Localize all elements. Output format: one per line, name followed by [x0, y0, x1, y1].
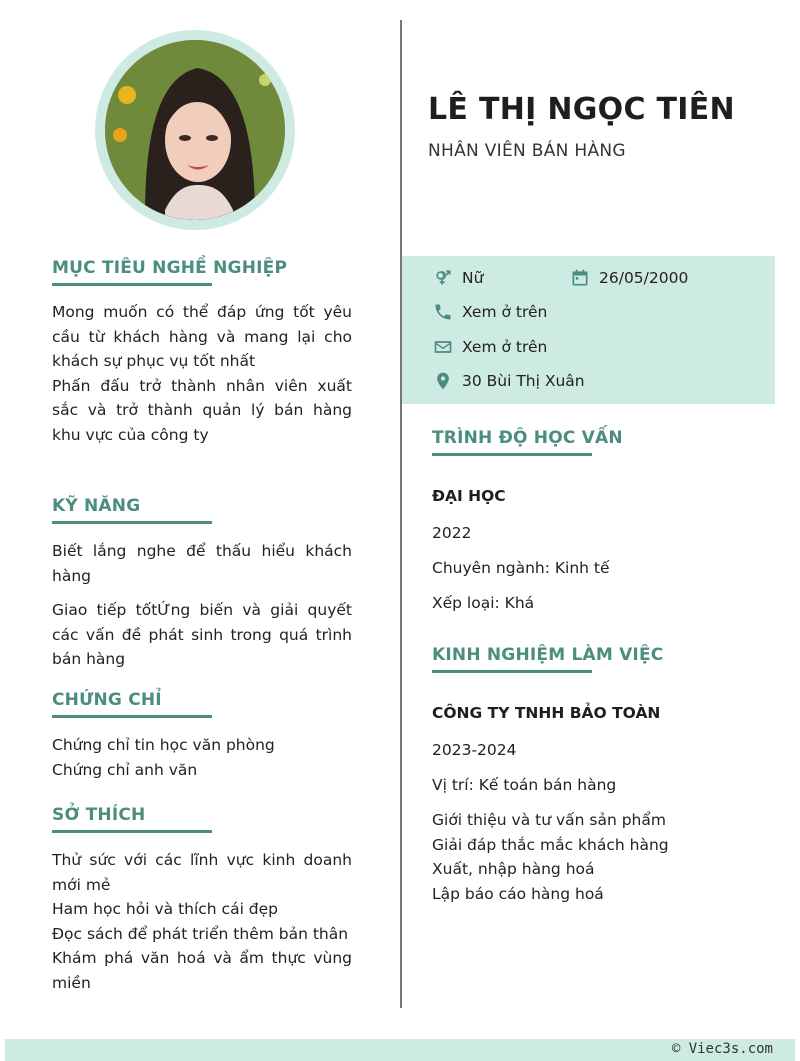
education-major: Chuyên ngành: Kinh tế — [432, 559, 610, 577]
hobbies-title: SỞ THÍCH — [52, 805, 146, 825]
avatar — [95, 30, 295, 230]
skills-body — [52, 539, 352, 672]
objective-paragraph: Phấn đấu trở thành nhân viên xuất sắc và trở thành quản lý bán hàng khu vực của công ty — [52, 376, 352, 444]
hobby-item: Khám phá văn hoá và ẩm thực vùng miền — [52, 949, 352, 992]
education-title: TRÌNH ĐỘ HỌC VẤN — [432, 428, 623, 448]
hobbies-underline — [52, 830, 212, 833]
job-title: NHÂN VIÊN BÁN HÀNG — [428, 141, 626, 161]
phone-row — [432, 301, 547, 323]
phone-icon — [432, 301, 454, 323]
hobby-item: Thử sức với các lĩnh vực kinh doanh mới mẻ — [52, 851, 352, 894]
gender-value: Nữ — [462, 269, 484, 287]
footer-bar — [5, 1039, 795, 1061]
experience-underline — [432, 670, 592, 673]
experience-role: Vị trí: Kế toán bán hàng — [432, 776, 617, 794]
skills-title: KỸ NĂNG — [52, 496, 141, 516]
skill-item: Biết lắng nghe để thấu hiểu khách hàng — [52, 542, 352, 585]
objective-section — [52, 258, 352, 286]
experience-duties — [432, 808, 772, 906]
column-divider — [400, 20, 402, 1008]
email-icon — [432, 336, 454, 358]
education-year: 2022 — [432, 524, 472, 542]
certificates-section — [52, 690, 352, 718]
education-grade: Xếp loại: Khá — [432, 594, 535, 612]
address-row — [432, 370, 585, 392]
objective-paragraph: Mong muốn có thể đáp ứng tốt yêu cầu từ khách hàng và mang lại cho khách sự phục vụ tốt nhất — [52, 303, 352, 370]
duty-item: Giới thiệu và tư vấn sản phẩm — [432, 811, 666, 829]
education-level: ĐẠI HỌC — [432, 487, 506, 505]
experience-company: CÔNG TY TNHH BẢO TOÀN — [432, 704, 661, 722]
education-section — [432, 428, 772, 456]
footer-credit: © Viec3s.com — [671, 1041, 773, 1057]
objective-title: MỤC TIÊU NGHỀ NGHIỆP — [52, 258, 288, 278]
gender-icon — [432, 267, 454, 289]
hobbies-body — [52, 848, 352, 995]
certificates-title: CHỨNG CHỈ — [52, 690, 162, 710]
experience-section — [432, 645, 772, 673]
experience-title: KINH NGHIỆM LÀM VIỆC — [432, 645, 664, 665]
certificates-body — [52, 733, 352, 782]
certificates-underline — [52, 715, 212, 718]
duty-item: Lập báo cáo hàng hoá — [432, 884, 604, 903]
duty-item: Giải đáp thắc mắc khách hàng — [432, 835, 669, 854]
skills-underline — [52, 521, 212, 524]
email-row — [432, 336, 547, 358]
hobbies-section — [52, 805, 352, 833]
duty-item: Xuất, nhập hàng hoá — [432, 860, 595, 878]
objective-body — [52, 300, 352, 447]
skill-item: Giao tiếp tốtỨng biến và giải quyết các vấn đề phát sinh trong quá trình bán hàng — [52, 601, 352, 668]
education-underline — [432, 453, 592, 456]
gender-row — [432, 267, 483, 289]
objective-underline — [52, 283, 212, 286]
experience-period: 2023-2024 — [432, 741, 517, 759]
phone-value: Xem ở trên — [462, 303, 548, 321]
email-value: Xem ở trên — [462, 338, 548, 356]
hobby-item: Ham học hỏi và thích cái đẹp — [52, 900, 279, 918]
profile-photo — [105, 40, 285, 220]
calendar-icon — [569, 267, 591, 289]
certificate-item: Chứng chỉ tin học văn phòng — [52, 736, 275, 754]
skills-section — [52, 496, 352, 524]
address-value: 30 Bùi Thị Xuân — [462, 372, 585, 390]
location-pin-icon — [432, 370, 454, 392]
hobby-item: Đọc sách để phát triển thêm bản thân — [52, 924, 349, 943]
full-name: LÊ THỊ NGỌC TIÊN — [428, 92, 735, 127]
contact-info-box — [402, 256, 775, 404]
birthday-row — [569, 267, 688, 289]
birthday-value: 26/05/2000 — [599, 269, 689, 287]
certificate-item: Chứng chỉ anh văn — [52, 760, 198, 779]
